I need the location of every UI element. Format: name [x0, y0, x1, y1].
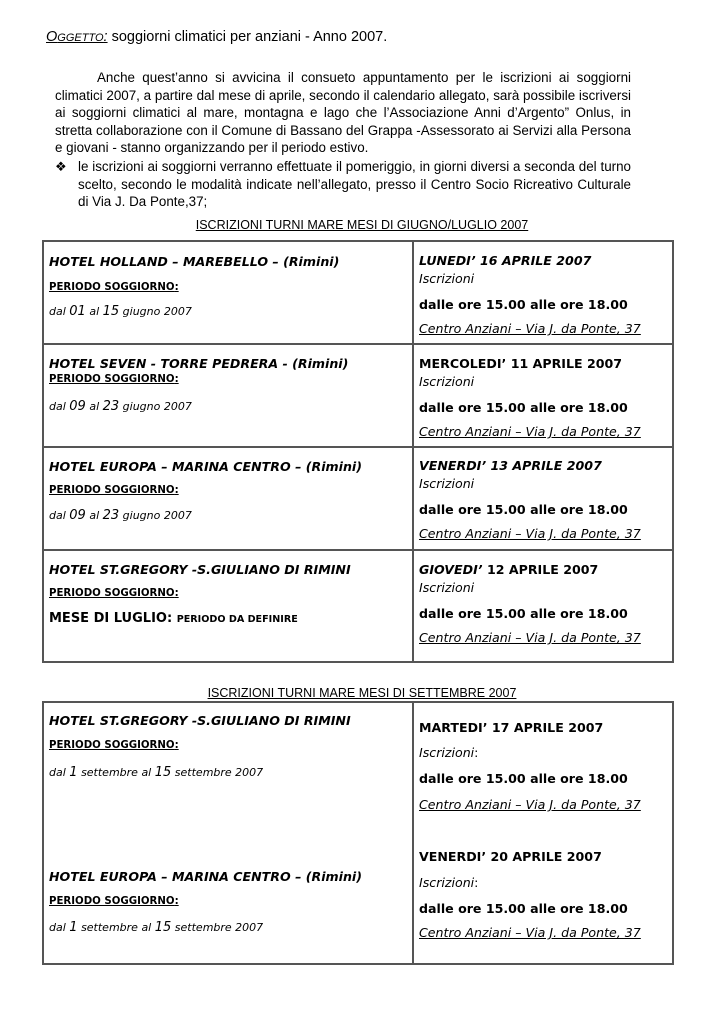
- hotel-name: HOTEL SEVEN - TORRE PEDRERA - (Rimini): [49, 356, 349, 371]
- periodo-dates: dal 1 settembre al 15 settembre 2007: [49, 765, 264, 780]
- section-title-june-july: ISCRIZIONI TURNI MARE MESI DI GIUGNO/LUGLIO 2007: [195, 218, 529, 232]
- periodo-dates: dal 1 settembre al 15 settembre 2007: [49, 920, 264, 935]
- periodo-label: PERIODO SOGGIORNO:: [49, 485, 179, 496]
- intro-text: Anche quest’anno si avvicina il consueto appuntamento per le iscrizioni ai soggiorni climatici 2007, a partire dal mese di aprile, secondo il calendario allegato, sarà possibile iscriversi ai soggiorni climatici al mare, montagna e lago che l’Associazione Anni d’Argento” Onlus, in stretta collaborazione con il Comune di Bassano del Grappa -Assessorato ai Servizi alla Persona e giovani - stanno organizzando per il periodo estivo.: [55, 70, 631, 156]
- registration-date: GIOVEDI’ 12 APRILE 2007: [419, 562, 599, 577]
- periodo-dates: MESE DI LUGLIO: PERIODO DA DEFINIRE: [49, 611, 298, 626]
- registration-label: Iscrizioni: [419, 580, 475, 595]
- hotel-cell: [43, 241, 413, 344]
- periodo-label: PERIODO SOGGIORNO:: [49, 896, 179, 907]
- bullet-item: [55, 158, 631, 211]
- registration-cell: [413, 344, 673, 447]
- periodo-label: PERIODO SOGGIORNO:: [49, 282, 179, 293]
- subject-label-rest: GGETTO: [57, 32, 104, 44]
- subject-label-colon: :: [103, 29, 108, 45]
- registration-place: Centro Anziani – Via J. da Ponte, 37: [419, 424, 641, 439]
- table-june-july: [42, 240, 674, 663]
- registration-hours: dalle ore 15.00 alle ore 18.00: [419, 297, 628, 312]
- registration-place: Centro Anziani – Via J. da Ponte, 37: [419, 526, 641, 541]
- registration-label: Iscrizioni:: [419, 745, 479, 760]
- registration-place: Centro Anziani – Via J. da Ponte, 37: [419, 797, 641, 812]
- subject-label-initial: O: [46, 29, 58, 45]
- registration-label: Iscrizioni: [419, 374, 475, 389]
- registration-date: LUNEDI’ 16 APRILE 2007: [419, 253, 592, 268]
- registration-label: Iscrizioni: [419, 476, 475, 491]
- registration-hours: dalle ore 15.00 alle ore 18.00: [419, 901, 628, 916]
- registration-hours: dalle ore 15.00 alle ore 18.00: [419, 400, 628, 415]
- periodo-dates: dal 01 al 15 giugno 2007: [49, 304, 192, 319]
- diamond-bullet-icon: ❖: [55, 159, 67, 174]
- section-title-september: ISCRIZIONI TURNI MARE MESI DI SETTEMBRE 2007: [207, 686, 517, 700]
- registration-cell: [413, 550, 673, 662]
- registration-place: Centro Anziani – Via J. da Ponte, 37: [419, 925, 641, 940]
- registration-date: MERCOLEDI’ 11 APRILE 2007: [419, 356, 623, 371]
- registration-cell: [413, 702, 673, 964]
- registration-place: Centro Anziani – Via J. da Ponte, 37: [419, 630, 641, 645]
- registration-cell: [413, 447, 673, 550]
- hotel-name: HOTEL ST.GREGORY -S.GIULIANO DI RIMINI: [49, 562, 351, 577]
- table-row: [43, 344, 673, 447]
- hotel-name: HOTEL EUROPA – MARINA CENTRO – (Rimini): [49, 459, 362, 474]
- subject-text: soggiorni climatici per anziani - Anno 2007.: [107, 29, 388, 45]
- table-row: [43, 702, 673, 964]
- subject-line: [46, 29, 387, 45]
- registration-label: Iscrizioni:: [419, 875, 479, 890]
- subject-label: [46, 29, 108, 45]
- periodo-label: PERIODO SOGGIORNO:: [49, 374, 179, 385]
- hotel-name: HOTEL HOLLAND – MAREBELLO – (Rimini): [49, 254, 340, 269]
- periodo-dates: dal 09 al 23 giugno 2007: [49, 399, 192, 414]
- periodo-dates: dal 09 al 23 giugno 2007: [49, 508, 192, 523]
- table-row: [43, 447, 673, 550]
- periodo-label: PERIODO SOGGIORNO:: [49, 740, 179, 751]
- registration-label: Iscrizioni: [419, 271, 475, 286]
- table-row: [43, 550, 673, 662]
- hotel-name: HOTEL EUROPA – MARINA CENTRO – (Rimini): [49, 869, 362, 884]
- hotel-cell: [43, 447, 413, 550]
- registration-hours: dalle ore 15.00 alle ore 18.00: [419, 502, 628, 517]
- bullet-text: le iscrizioni ai soggiorni verranno effettuate il pomeriggio, in giorni diversi a seconda del turno scelto, secondo le modalità indicate nell’allegato, presso il Centro Socio Ricreativo Culturale di Via J. Da Ponte,37;: [78, 159, 631, 210]
- table-row: [43, 241, 673, 344]
- registration-hours: dalle ore 15.00 alle ore 18.00: [419, 771, 628, 786]
- table-september: [42, 701, 674, 965]
- registration-place: Centro Anziani – Via J. da Ponte, 37: [419, 321, 641, 336]
- hotel-cell: [43, 550, 413, 662]
- hotel-cell: [43, 344, 413, 447]
- intro-paragraph: [55, 69, 631, 157]
- hotel-cell: [43, 702, 413, 964]
- hotel-name: HOTEL ST.GREGORY -S.GIULIANO DI RIMINI: [49, 713, 351, 728]
- registration-hours: dalle ore 15.00 alle ore 18.00: [419, 606, 628, 621]
- periodo-label: PERIODO SOGGIORNO:: [49, 588, 179, 599]
- registration-date: VENERDI’ 13 APRILE 2007: [419, 458, 602, 473]
- registration-date: MARTEDI’ 17 APRILE 2007: [419, 720, 604, 735]
- registration-cell: [413, 241, 673, 344]
- registration-date: VENERDI’ 20 APRILE 2007: [419, 849, 602, 864]
